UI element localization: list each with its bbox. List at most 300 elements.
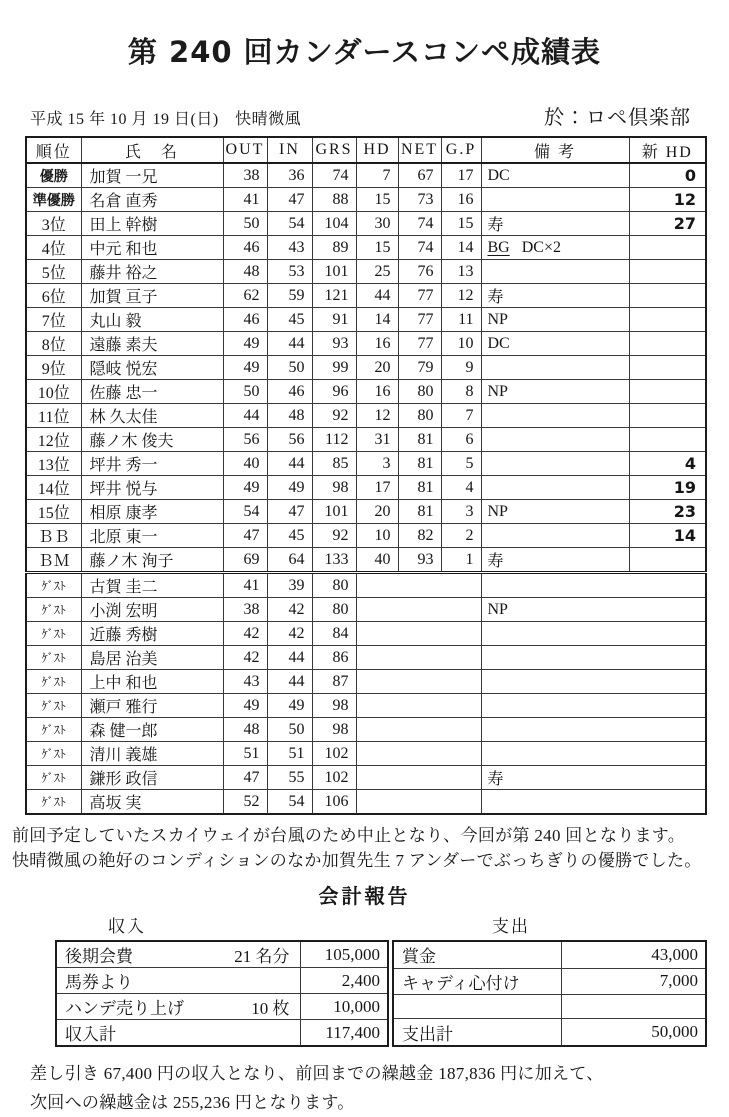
income-item-cell [56,994,300,1020]
rank-cell: ｹﾞｽﾄ [26,694,81,718]
income-amount-cell: 10,000 [300,994,388,1020]
net-cell: 80 [398,404,441,428]
expense-item-cell [393,941,561,968]
column-header: 氏 名 [81,137,223,163]
member-row [26,404,706,428]
hd-cell: 7 [356,163,398,188]
item-label: キャディ心付け [402,973,520,993]
in-cell: 54 [267,212,312,236]
in-cell: 45 [267,308,312,332]
grs-cell: 98 [312,718,356,742]
hd-cell: 16 [356,380,398,404]
in-cell: 64 [267,548,312,573]
member-row [26,548,706,573]
rank-cell: 準優勝 [26,188,81,212]
net-cell: 93 [398,548,441,573]
hd-cell: 20 [356,356,398,380]
out-cell: 42 [223,622,267,646]
guest-row [26,598,706,622]
in-cell: 51 [267,742,312,766]
rank-cell: ｹﾞｽﾄ [26,598,81,622]
name-cell: 坪井 秀一 [81,452,223,476]
rank-cell: 14位 [26,476,81,500]
grs-cell: 80 [312,598,356,622]
income-amount-cell: 105,000 [300,941,388,968]
hd-cell: 30 [356,212,398,236]
results-table [25,136,707,815]
in-cell: 48 [267,404,312,428]
net-cell: 81 [398,500,441,524]
expense-item-cell [393,995,561,1019]
rank-cell: 6位 [26,284,81,308]
out-cell: 49 [223,356,267,380]
expense-label: 支出 [492,917,530,936]
empty-score-cell [356,646,481,670]
out-cell: 44 [223,404,267,428]
in-cell: 44 [267,670,312,694]
hd-cell: 25 [356,260,398,284]
remark-cell [481,646,706,670]
grs-cell: 102 [312,742,356,766]
in-cell: 42 [267,622,312,646]
out-cell: 38 [223,598,267,622]
new-hd-cell [629,308,706,332]
expense-row [393,968,706,995]
gp-cell: 15 [441,212,481,236]
rank-cell: ｹﾞｽﾄ [26,718,81,742]
accounting-title: 会計報告 [318,884,411,908]
in-cell: 47 [267,188,312,212]
out-cell: 41 [223,573,267,598]
remark-cell [481,622,706,646]
name-cell: 田上 幹樹 [81,212,223,236]
net-cell: 73 [398,188,441,212]
name-cell: 隠岐 悦宏 [81,356,223,380]
item-quantity: 21 名分 [234,947,290,966]
rank-cell: ｹﾞｽﾄ [26,766,81,790]
in-cell: 53 [267,260,312,284]
name-cell: 加賀 一兄 [81,163,223,188]
grs-cell: 112 [312,428,356,452]
grs-cell: 92 [312,404,356,428]
hd-cell: 17 [356,476,398,500]
remark-cell [481,694,706,718]
hd-cell: 14 [356,308,398,332]
remark-cell [481,404,629,428]
remark-cell [481,573,706,598]
rank-cell: ｹﾞｽﾄ [26,790,81,815]
gp-cell: 2 [441,524,481,548]
net-cell: 77 [398,332,441,356]
accounting-tables [55,940,729,1047]
column-header: GRS [312,137,356,163]
income-row [56,941,388,968]
name-cell: 遠藤 素夫 [81,332,223,356]
grs-cell: 101 [312,260,356,284]
grs-cell: 86 [312,646,356,670]
name-cell: 北原 東一 [81,524,223,548]
grs-cell: 102 [312,766,356,790]
gp-cell: 16 [441,188,481,212]
new-hd-cell: 19 [629,476,706,500]
grs-cell: 87 [312,670,356,694]
gp-cell: 1 [441,548,481,573]
out-cell: 43 [223,670,267,694]
empty-score-cell [356,670,481,694]
expense-amount-cell: 43,000 [561,941,706,968]
income-item-cell [56,968,300,994]
page-title: 第 240 回カンダースコンペ成績表 [127,35,602,69]
guests-section [26,573,706,815]
out-cell: 52 [223,790,267,815]
new-hd-cell: 14 [629,524,706,548]
income-label: 収入 [108,917,146,936]
column-header: NET [398,137,441,163]
rank-cell: 12位 [26,428,81,452]
empty-score-cell [356,718,481,742]
income-item-cell [56,1020,300,1047]
income-item-cell [56,941,300,968]
remark-cell: DC [481,332,629,356]
member-row [26,284,706,308]
member-row [26,428,706,452]
rank-cell: ｹﾞｽﾄ [26,622,81,646]
new-hd-cell [629,332,706,356]
grs-cell: 133 [312,548,356,573]
new-hd-cell [629,260,706,284]
rank-cell: 5位 [26,260,81,284]
gp-cell: 7 [441,404,481,428]
in-cell: 55 [267,766,312,790]
name-cell: 森 健一郎 [81,718,223,742]
hd-cell: 16 [356,332,398,356]
remark-cell: NP [481,308,629,332]
hd-cell: 15 [356,188,398,212]
grs-cell: 101 [312,500,356,524]
remark-cell [481,524,629,548]
column-header: 順位 [26,137,81,163]
name-cell: 名倉 直秀 [81,188,223,212]
item-label: 収入計 [65,1025,116,1044]
expense-amount-cell [561,995,706,1019]
income-row [56,968,388,994]
grs-cell: 93 [312,332,356,356]
grs-cell: 98 [312,476,356,500]
hd-cell: 20 [356,500,398,524]
in-cell: 44 [267,646,312,670]
new-hd-cell: 12 [629,188,706,212]
grs-cell: 98 [312,694,356,718]
gp-cell: 10 [441,332,481,356]
member-row [26,163,706,188]
remark-cell: 寿 [481,766,706,790]
remark-cell: NP [481,380,629,404]
results-table-header [26,137,706,163]
grs-cell: 92 [312,524,356,548]
grs-cell: 106 [312,790,356,815]
net-cell: 81 [398,452,441,476]
accounting-labels [0,912,729,937]
name-cell: 小渕 宏明 [81,598,223,622]
new-hd-cell [629,548,706,573]
out-cell: 41 [223,188,267,212]
name-cell: 相原 康孝 [81,500,223,524]
rank-cell: 10位 [26,380,81,404]
out-cell: 42 [223,646,267,670]
name-cell: 藤ノ木 俊夫 [81,428,223,452]
notes-block [12,823,729,873]
hd-cell: 10 [356,524,398,548]
hd-cell: 31 [356,428,398,452]
item-label: 賞金 [402,947,436,967]
empty-score-cell [356,790,481,815]
item-label: 支出計 [402,1024,453,1044]
rank-cell: 8位 [26,332,81,356]
out-cell: 69 [223,548,267,573]
hd-cell: 40 [356,548,398,573]
member-row [26,356,706,380]
item-label: 馬券より [65,973,133,992]
net-cell: 82 [398,524,441,548]
out-cell: 49 [223,332,267,356]
grs-cell: 88 [312,188,356,212]
date-and-weather: 平成 15 年 10 月 19 日(日) 快晴微風 [30,111,302,128]
grs-cell: 99 [312,356,356,380]
item-quantity: 10 枚 [251,999,290,1018]
remark-cell [481,188,629,212]
out-cell: 48 [223,260,267,284]
rank-cell: 13位 [26,452,81,476]
rank-cell: 4位 [26,236,81,260]
new-hd-cell [629,236,706,260]
guest-row [26,573,706,598]
gp-cell: 6 [441,428,481,452]
guest-row [26,622,706,646]
out-cell: 56 [223,428,267,452]
name-cell: 高坂 実 [81,790,223,815]
net-cell: 76 [398,260,441,284]
grs-cell: 91 [312,308,356,332]
rank-cell: ｹﾞｽﾄ [26,670,81,694]
name-cell: 清川 義雄 [81,742,223,766]
gp-cell: 3 [441,500,481,524]
gp-cell: 9 [441,356,481,380]
note-line: 快晴微風の絶好のコンディションのなか加賀先生 7 アンダーでぶっちぎりの優勝でした。 [12,851,702,870]
member-row [26,524,706,548]
name-cell: 藤井 裕之 [81,260,223,284]
net-cell: 81 [398,476,441,500]
out-cell: 47 [223,524,267,548]
gp-cell: 4 [441,476,481,500]
rank-cell: 11位 [26,404,81,428]
new-hd-cell: 4 [629,452,706,476]
grs-cell: 121 [312,284,356,308]
in-cell: 39 [267,573,312,598]
column-header: OUT [223,137,267,163]
income-row [56,1020,388,1047]
name-cell: 鎌形 政信 [81,766,223,790]
empty-score-cell [356,573,481,598]
new-hd-cell [629,380,706,404]
new-hd-cell [629,428,706,452]
expense-amount-cell: 7,000 [561,968,706,995]
in-cell: 54 [267,790,312,815]
gp-cell: 8 [441,380,481,404]
income-amount-cell: 117,400 [300,1020,388,1047]
empty-score-cell [356,622,481,646]
in-cell: 42 [267,598,312,622]
remark-cell: DC [481,163,629,188]
new-hd-cell: 0 [629,163,706,188]
in-cell: 49 [267,694,312,718]
remark-cell [481,670,706,694]
in-cell: 36 [267,163,312,188]
in-cell: 59 [267,284,312,308]
member-row [26,236,706,260]
remark-cell [481,742,706,766]
remark-cell: NP [481,500,629,524]
out-cell: 48 [223,718,267,742]
name-cell: 中元 和也 [81,236,223,260]
remark-cell [481,718,706,742]
members-section [26,163,706,573]
grs-cell: 104 [312,212,356,236]
in-cell: 44 [267,452,312,476]
column-header: 新 HD [629,137,706,163]
remark-cell [481,476,629,500]
member-row [26,260,706,284]
in-cell: 47 [267,500,312,524]
gp-cell: 12 [441,284,481,308]
name-cell: 古賀 圭二 [81,573,223,598]
member-row [26,212,706,236]
income-table [55,940,389,1047]
member-row [26,188,706,212]
name-cell: 島居 治美 [81,646,223,670]
header-row [30,101,691,130]
out-cell: 54 [223,500,267,524]
grs-cell: 89 [312,236,356,260]
rank-cell: ｹﾞｽﾄ [26,742,81,766]
out-cell: 62 [223,284,267,308]
rank-cell: ｹﾞｽﾄ [26,573,81,598]
in-cell: 50 [267,718,312,742]
rank-cell: ｹﾞｽﾄ [26,646,81,670]
grs-cell: 80 [312,573,356,598]
empty-score-cell [356,598,481,622]
net-cell: 74 [398,212,441,236]
rank-cell: 15位 [26,500,81,524]
name-cell: 瀬戸 雅行 [81,694,223,718]
remark-cell: NP [481,598,706,622]
rank-cell: 優勝 [26,163,81,188]
item-label: 後期会費 [65,947,133,966]
in-cell: 45 [267,524,312,548]
guest-row [26,742,706,766]
hd-cell: 44 [356,284,398,308]
remark-cell: 寿 [481,548,629,573]
income-row [56,994,388,1020]
out-cell: 46 [223,308,267,332]
name-cell: 加賀 亘子 [81,284,223,308]
note-line: 前回予定していたスカイウェイが台風のため中止となり、今回が第 240 回となります。 [12,826,686,845]
member-row [26,380,706,404]
remark-cell: 寿 [481,212,629,236]
in-cell: 50 [267,356,312,380]
expense-table [392,940,707,1047]
new-hd-cell [629,356,706,380]
hd-cell: 12 [356,404,398,428]
in-cell: 56 [267,428,312,452]
new-hd-cell [629,404,706,428]
income-amount-cell: 2,400 [300,968,388,994]
out-cell: 49 [223,476,267,500]
rank-cell: ＢＢ [26,524,81,548]
remark-cell: 寿 [481,284,629,308]
guest-row [26,646,706,670]
expense-item-cell [393,1019,561,1046]
net-cell: 74 [398,236,441,260]
name-cell: 丸山 毅 [81,308,223,332]
column-header: G.P [441,137,481,163]
rank-cell: 7位 [26,308,81,332]
expense-amount-cell: 50,000 [561,1019,706,1046]
empty-score-cell [356,694,481,718]
hd-cell: 15 [356,236,398,260]
name-cell: 近藤 秀樹 [81,622,223,646]
member-row [26,332,706,356]
guest-row [26,766,706,790]
name-cell: 藤ノ木 洵子 [81,548,223,573]
net-cell: 80 [398,380,441,404]
out-cell: 51 [223,742,267,766]
remark-cell [481,790,706,815]
expense-row [393,995,706,1019]
footer-line: 差し引き 67,400 円の収入となり、前回までの繰越金 187,836 円に加えて、 [30,1064,604,1083]
gp-cell: 13 [441,260,481,284]
gp-cell: 14 [441,236,481,260]
out-cell: 47 [223,766,267,790]
guest-row [26,670,706,694]
member-row [26,500,706,524]
net-cell: 79 [398,356,441,380]
net-cell: 77 [398,284,441,308]
remark-cell [481,428,629,452]
member-row [26,476,706,500]
footer-line: 次回への繰越金は 255,236 円となります。 [30,1093,355,1112]
out-cell: 50 [223,380,267,404]
remark-cell [481,260,629,284]
footer-notes [30,1059,729,1117]
grs-cell: 85 [312,452,356,476]
member-row [26,308,706,332]
out-cell: 49 [223,694,267,718]
name-cell: 上中 和也 [81,670,223,694]
hd-cell: 3 [356,452,398,476]
gp-cell: 11 [441,308,481,332]
remark-cell [481,452,629,476]
grs-cell: 84 [312,622,356,646]
column-header: IN [267,137,312,163]
new-hd-cell: 27 [629,212,706,236]
out-cell: 46 [223,236,267,260]
net-cell: 81 [398,428,441,452]
in-cell: 44 [267,332,312,356]
out-cell: 50 [223,212,267,236]
out-cell: 38 [223,163,267,188]
gp-cell: 17 [441,163,481,188]
empty-score-cell [356,742,481,766]
